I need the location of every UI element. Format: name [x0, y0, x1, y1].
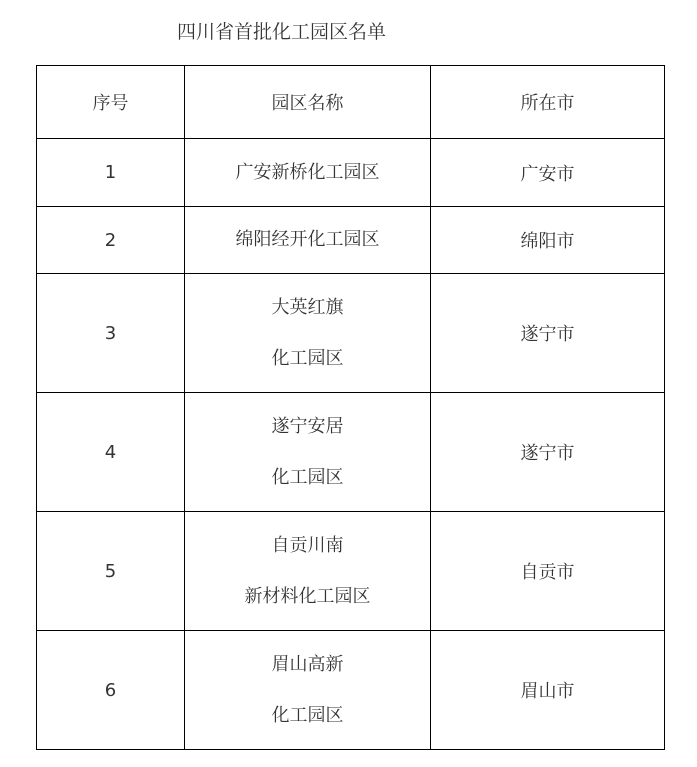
header-index: 序号 [37, 66, 185, 139]
park-name-line: 化工园区 [271, 705, 344, 726]
header-city: 所在市 [431, 66, 665, 139]
park-name-line: 广安新桥化工园区 [235, 161, 380, 183]
cell-city: 绵阳市 [431, 207, 665, 274]
table-row [37, 139, 665, 207]
cell-index: 5 [37, 512, 185, 631]
cell-index: 4 [37, 393, 185, 512]
park-name-line: 眉山高新 [271, 654, 344, 675]
cell-city: 眉山市 [431, 631, 665, 750]
cell-index: 1 [37, 139, 185, 207]
table-header-row [37, 66, 665, 139]
cell-park-name [185, 139, 431, 207]
document-title: 四川省首批化工园区名单 [177, 21, 387, 43]
table-row [37, 393, 665, 512]
table-row [37, 512, 665, 631]
cell-city: 遂宁市 [431, 393, 665, 512]
cell-city: 遂宁市 [431, 274, 665, 393]
chemical-park-table [36, 65, 665, 750]
cell-park-name [185, 512, 431, 631]
header-park-name: 园区名称 [185, 66, 431, 139]
cell-park-name [185, 393, 431, 512]
cell-index: 3 [37, 274, 185, 393]
park-name-line: 遂宁安居 [271, 416, 344, 437]
table-row [37, 207, 665, 274]
cell-park-name [185, 207, 431, 274]
table-row [37, 631, 665, 750]
park-name-line: 化工园区 [271, 467, 344, 488]
cell-park-name [185, 631, 431, 750]
table-row [37, 274, 665, 393]
park-name-line: 化工园区 [271, 348, 344, 369]
cell-city: 广安市 [431, 139, 665, 207]
cell-index: 2 [37, 207, 185, 274]
cell-index: 6 [37, 631, 185, 750]
park-name-line: 绵阳经开化工园区 [235, 229, 380, 250]
park-name-line: 大英红旗 [271, 297, 344, 318]
cell-city: 自贡市 [431, 512, 665, 631]
cell-park-name [185, 274, 431, 393]
park-name-line: 自贡川南 [271, 535, 344, 556]
park-name-line: 新材料化工园区 [244, 586, 371, 607]
